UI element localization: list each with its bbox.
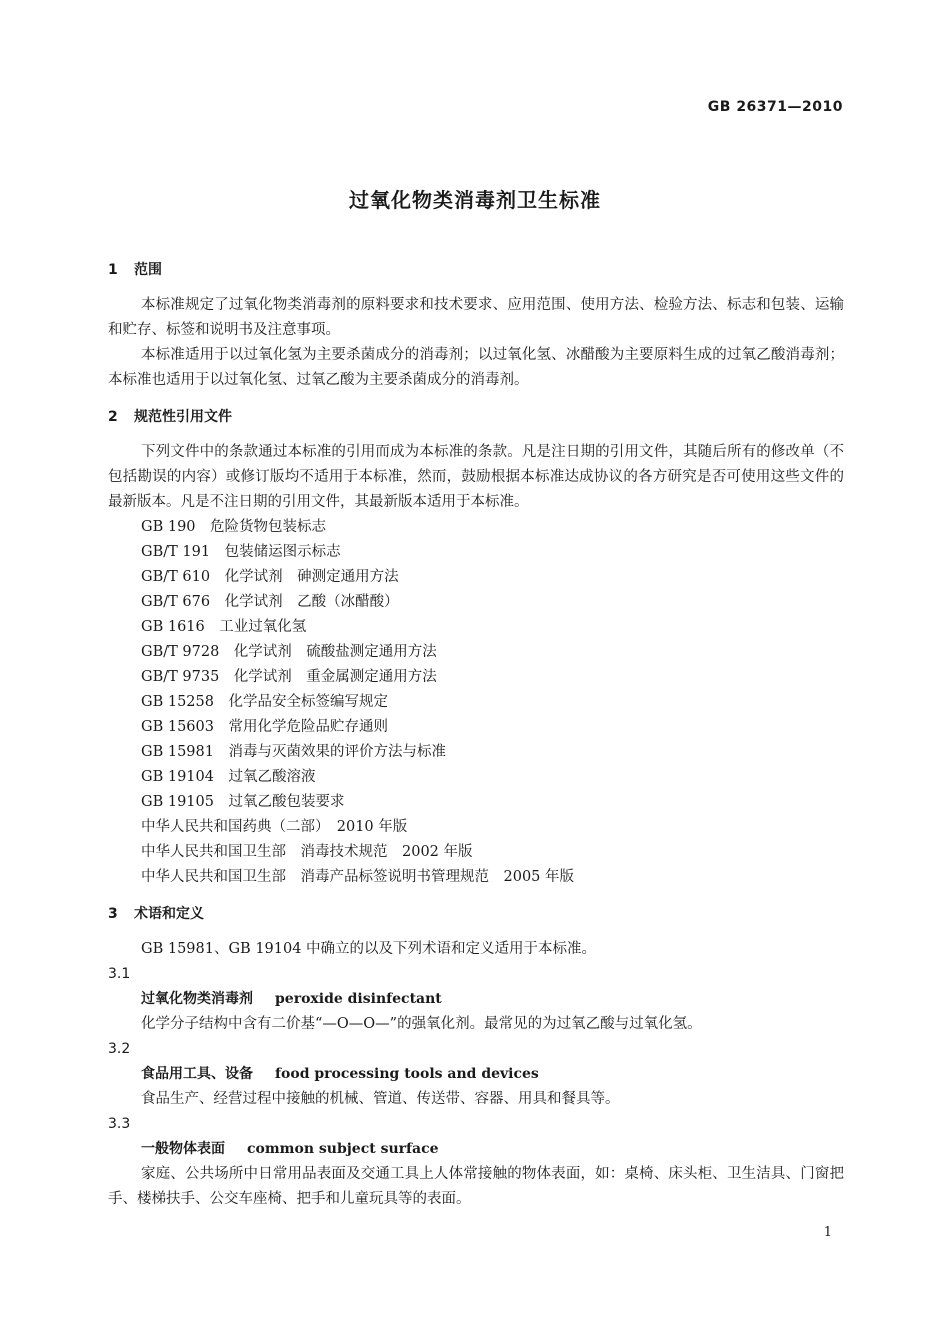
- term-english: peroxide disinfectant: [275, 991, 442, 1007]
- term-chinese: 食品用工具、设备: [141, 1066, 253, 1082]
- term-heading: [108, 1062, 844, 1087]
- section-1-heading: [108, 258, 844, 283]
- reference-item: GB 190 危险货物包装标志: [141, 519, 327, 535]
- term-heading: [108, 1137, 844, 1162]
- paragraph: 本标准适用于以过氧化氢为主要杀菌成分的消毒剂；以过氧化氢、冰醋酸为主要原料生成的过氧乙酸消毒剂；本标准也适用于以过氧化氢、过氧乙酸为主要杀菌成分的消毒剂。: [108, 347, 844, 388]
- section-3-heading: [108, 902, 844, 927]
- section-number: 3: [108, 906, 118, 922]
- paragraph: GB 15981、GB 19104 中确立的以及下列术语和定义适用于本标准。: [141, 941, 597, 957]
- document-body: [108, 258, 844, 1212]
- reference-item: GB 1616 工业过氧化氢: [141, 619, 307, 635]
- section-number: 2: [108, 409, 118, 425]
- section-title: 规范性引用文件: [134, 409, 232, 425]
- section-title: 范围: [134, 262, 162, 278]
- term-number: 3.3: [108, 1116, 131, 1132]
- reference-item: GB 19104 过氧乙酸溶液: [141, 769, 316, 785]
- paragraph: 下列文件中的条款通过本标准的引用而成为本标准的条款。凡是注日期的引用文件，其随后所有的修改单（不包括勘误的内容）或修订版均不适用于本标准，然而，鼓励根据本标准达成协议的各方研究是否可使用这些文件的最新版本。凡是不注日期的引用文件，其最新版本适用于本标准。: [108, 444, 844, 510]
- term-number: 3.1: [108, 966, 131, 982]
- term-number: 3.2: [108, 1041, 131, 1057]
- section-2-heading: [108, 405, 844, 430]
- reference-item: GB 15603 常用化学危险品贮存通则: [141, 719, 388, 735]
- term-english: food processing tools and devices: [275, 1066, 539, 1082]
- page-number: 1: [823, 1225, 832, 1240]
- reference-item: GB/T 9735 化学试剂 重金属测定通用方法: [141, 669, 437, 685]
- paragraph: 本标准规定了过氧化物类消毒剂的原料要求和技术要求、应用范围、使用方法、检验方法、标志和包装、运输和贮存、标签和说明书及注意事项。: [108, 297, 844, 338]
- term-definition: 化学分子结构中含有二价基“—O—O—”的强氧化剂。最常见的为过氧乙酸与过氧化氢。: [141, 1016, 702, 1032]
- reference-item: GB 19105 过氧乙酸包装要求: [141, 794, 345, 810]
- reference-item: 中华人民共和国卫生部 消毒产品标签说明书管理规范 2005 年版: [141, 869, 575, 885]
- reference-item: GB/T 9728 化学试剂 硫酸盐测定通用方法: [141, 644, 437, 660]
- reference-item: GB/T 191 包装储运图示标志: [141, 544, 341, 560]
- term-definition: 家庭、公共场所中日常用品表面及交通工具上人体常接触的物体表面，如：桌椅、床头柜、卫生洁具、门窗把手、楼梯扶手、公交车座椅、把手和儿童玩具等的表面。: [108, 1166, 844, 1207]
- reference-item: GB/T 610 化学试剂 砷测定通用方法: [141, 569, 399, 585]
- section-title: 术语和定义: [134, 906, 204, 922]
- document-title: 过氧化物类消毒剂卫生标准: [349, 188, 601, 212]
- term-english: common subject surface: [247, 1141, 439, 1157]
- term-definition: 食品生产、经营过程中接触的机械、管道、传送带、容器、用具和餐具等。: [141, 1091, 620, 1107]
- section-number: 1: [108, 262, 118, 278]
- reference-item: 中华人民共和国卫生部 消毒技术规范 2002 年版: [141, 844, 473, 860]
- term-chinese: 一般物体表面: [141, 1141, 225, 1157]
- reference-item: GB/T 676 化学试剂 乙酸（冰醋酸）: [141, 594, 399, 610]
- reference-item: GB 15981 消毒与灭菌效果的评价方法与标准: [141, 744, 446, 760]
- standard-number: GB 26371—2010: [707, 99, 843, 115]
- term-chinese: 过氧化物类消毒剂: [141, 991, 253, 1007]
- reference-item: GB 15258 化学品安全标签编写规定: [141, 694, 388, 710]
- reference-item: 中华人民共和国药典（二部） 2010 年版: [141, 819, 408, 835]
- term-heading: [108, 987, 844, 1012]
